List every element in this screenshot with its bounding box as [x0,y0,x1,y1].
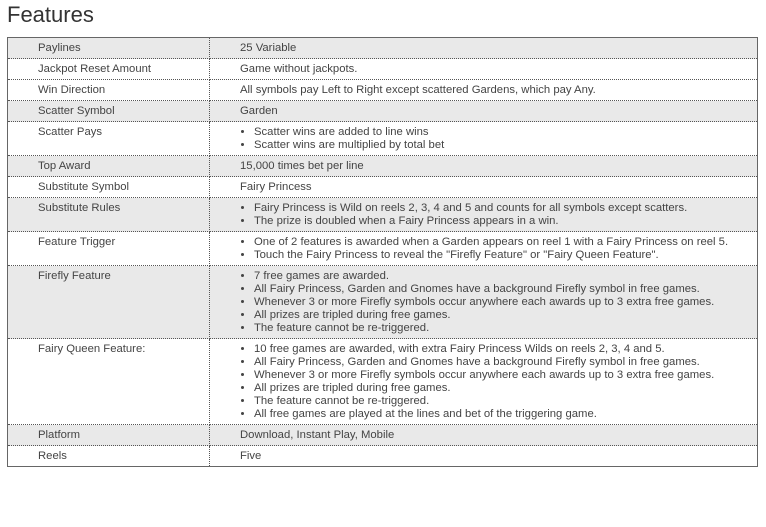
row-value: 25 Variable [210,38,758,59]
row-label: Feature Trigger [8,232,210,266]
bullet-list [240,236,751,262]
bullet-list [240,270,751,335]
table-row [8,446,758,467]
table-row [8,156,758,177]
bullet-item: • All free games are played at the lines and bet of the triggering game. [254,408,751,421]
row-label: Reels [8,446,210,467]
row-label: Substitute Symbol [8,177,210,198]
row-label: Fairy Queen Feature: [8,339,210,425]
row-value [210,198,758,232]
row-value: Garden [210,101,758,122]
row-value: Download, Instant Play, Mobile [210,425,758,446]
bullet-item: • The prize is doubled when a Fairy Princess appears in a win. [254,215,751,228]
bullet-item: • All Fairy Princess, Garden and Gnomes have a background Firefly symbol in free games. [254,283,751,296]
bullet-item: • Whenever 3 or more Firefly symbols occur anywhere each awards up to 3 extra free games. [254,369,751,382]
table-row [8,177,758,198]
bullet-item: • One of 2 features is awarded when a Garden appears on reel 1 with a Fairy Princess on reel 5. [254,236,751,249]
bullet-item: • Fairy Princess is Wild on reels 2, 3, 4 and 5 and counts for all symbols except scatters. [254,202,751,215]
bullet-item: • All prizes are tripled during free games. [254,309,751,322]
bullet-item: • 7 free games are awarded. [254,270,751,283]
table-row [8,122,758,156]
row-label: Top Award [8,156,210,177]
page-title: Features [7,2,94,27]
row-value [210,232,758,266]
bullet-item: • All prizes are tripled during free games. [254,382,751,395]
row-value: Game without jackpots. [210,59,758,80]
table-row [8,425,758,446]
table-row [8,266,758,339]
bullet-list [240,126,751,152]
bullet-item: • The feature cannot be re-triggered. [254,395,751,408]
bullet-item: • Scatter wins are multiplied by total bet [254,139,751,152]
table-row [8,339,758,425]
row-value [210,122,758,156]
row-label: Win Direction [8,80,210,101]
bullet-list [240,343,751,421]
bullet-item: • The feature cannot be re-triggered. [254,322,751,335]
bullet-item: • Touch the Fairy Princess to reveal the "Firefly Feature" or "Fairy Queen Feature". [254,249,751,262]
row-label: Firefly Feature [8,266,210,339]
row-label: Jackpot Reset Amount [8,59,210,80]
features-table [7,37,758,467]
row-value: 15,000 times bet per line [210,156,758,177]
row-label: Scatter Pays [8,122,210,156]
table-row [8,232,758,266]
table-row [8,80,758,101]
table-row [8,101,758,122]
row-value [210,339,758,425]
row-value [210,266,758,339]
row-value: Five [210,446,758,467]
bullet-item: • 10 free games are awarded, with extra Fairy Princess Wilds on reels 2, 3, 4 and 5. [254,343,751,356]
row-label: Substitute Rules [8,198,210,232]
table-row [8,59,758,80]
row-value: All symbols pay Left to Right except scattered Gardens, which pay Any. [210,80,758,101]
bullet-list [240,202,751,228]
bullet-item: • All Fairy Princess, Garden and Gnomes have a background Firefly symbol in free games. [254,356,751,369]
row-label: Scatter Symbol [8,101,210,122]
table-row [8,38,758,59]
bullet-item: • Scatter wins are added to line wins [254,126,751,139]
row-label: Platform [8,425,210,446]
row-value: Fairy Princess [210,177,758,198]
table-row [8,198,758,232]
bullet-item: • Whenever 3 or more Firefly symbols occur anywhere each awards up to 3 extra free games. [254,296,751,309]
row-label: Paylines [8,38,210,59]
